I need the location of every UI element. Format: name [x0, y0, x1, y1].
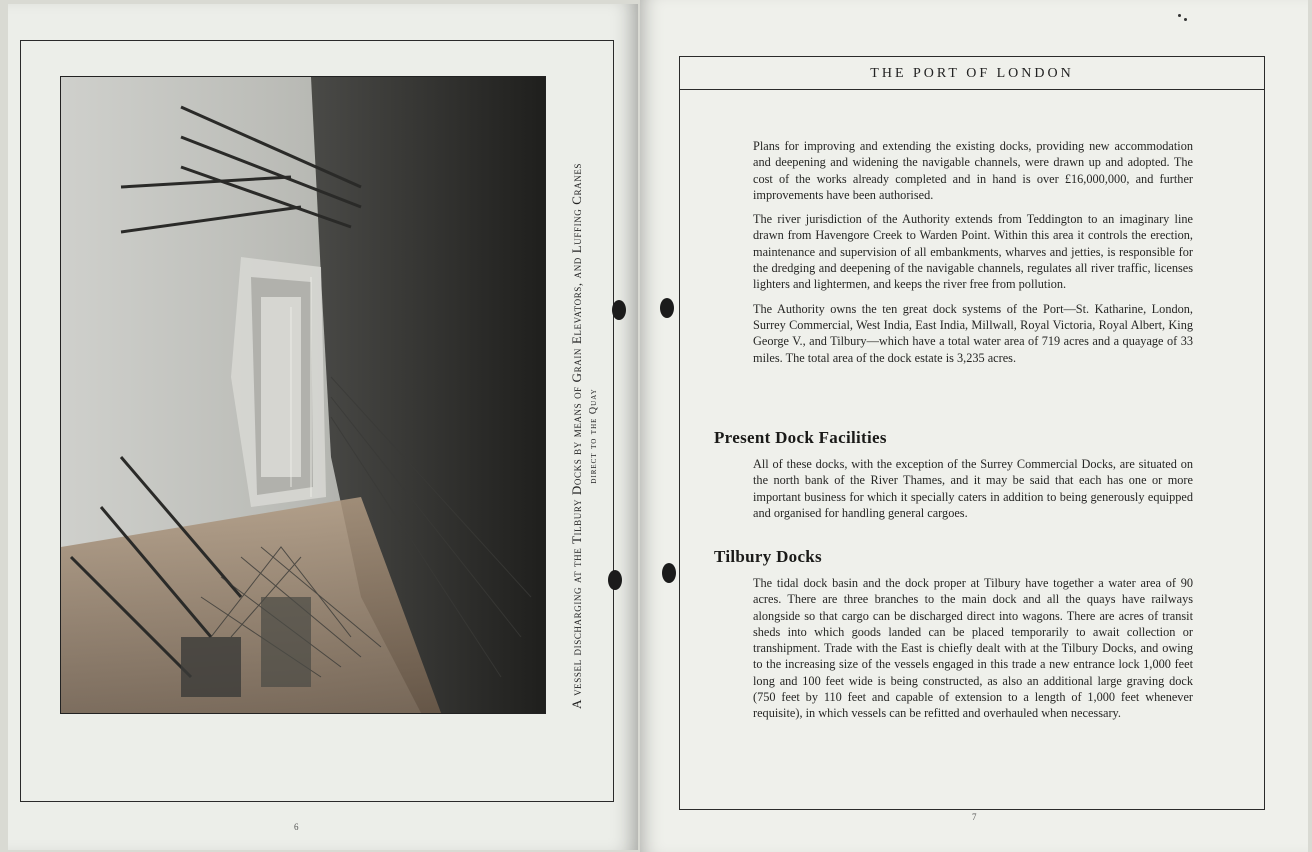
page-number-left: 6: [294, 822, 299, 832]
caption-line-1: A vessel discharging at the Tilbury Docks by means of Grain Elevators, and Luffing Cranes: [569, 162, 584, 710]
paragraph: Plans for improving and extending the existing docks, providing new accommodation and deepening and widening the navigable channels, were drawn up and adopted. The cost of the works already completed and in hand is over £16,000,000, and further improvements have been authorised.: [753, 139, 1193, 202]
punch-hole-icon: [660, 298, 674, 318]
caption-line-2: direct to the Quay: [588, 388, 599, 484]
punch-hole-icon: [612, 300, 626, 320]
right-page: [640, 0, 1308, 852]
punch-hole-icon: [662, 563, 676, 583]
page-number-right: 7: [972, 812, 977, 822]
section-heading-tilbury-docks: Tilbury Docks: [714, 547, 822, 566]
dock-photograph: [60, 76, 546, 714]
running-head: THE PORT OF LONDON: [870, 66, 1074, 81]
photo-caption: [568, 146, 602, 726]
left-page: [8, 4, 638, 850]
header-rule: [680, 89, 1264, 90]
speck-mark: [1184, 18, 1187, 21]
paragraph: All of these docks, with the exception of the Surrey Commercial Docks, are situated on the north bank of the River Thames, and it may be said that each has one or more important business for which it specially caters in addition to being generously equipped and organised for handling general cargoes.: [753, 457, 1193, 520]
photo-illustration: [61, 77, 545, 713]
intro-text: [753, 138, 1193, 374]
speck-mark: [1178, 14, 1181, 17]
section-heading-present-dock-facilities: Present Dock Facilities: [714, 428, 887, 447]
punch-hole-icon: [608, 570, 622, 590]
paragraph: The Authority owns the ten great dock systems of the Port—St. Katharine, London, Surrey Commercial, West India, East India, Millwall, Royal Victoria, Royal Albert, King George V., and Tilbury—which have a total water area of 719 acres and a quayage of 33 miles. The total area of the dock estate is 3,235 acres.: [753, 301, 1193, 365]
paragraph: The river jurisdiction of the Authority extends from Teddington to an imaginary line drawn from Havengore Creek to Warden Point. Within this area it controls the erection, maintenance and supervision of all embankments, wharves and jetties, is responsible for the dredging and deepening of the navigable channels, regulates all river traffic, licenses lighters and lightermen, and keeps the river free from pollution.: [753, 212, 1193, 292]
paragraph: The tidal dock basin and the dock proper at Tilbury have together a water area of 90 acres. There are three branches to the main dock and all the quays have railways alongside so that cargo can be discharged direct into wagons. There are acres of transit sheds into which goods landed can be placed temporarily to await collection or transhipment. Trade with the East is chiefly dealt with at the Tilbury Docks, and owing to the increasing size of the vessels engaged in this trade a new entrance lock 1,000 feet long and 100 feet wide is being constructed, as also an additional large graving dock (750 feet by 110 feet and capable of extension to a length of 1,000 feet whenever requisite), in which vessels can be refitted and overhauled when necessary.: [753, 576, 1193, 721]
